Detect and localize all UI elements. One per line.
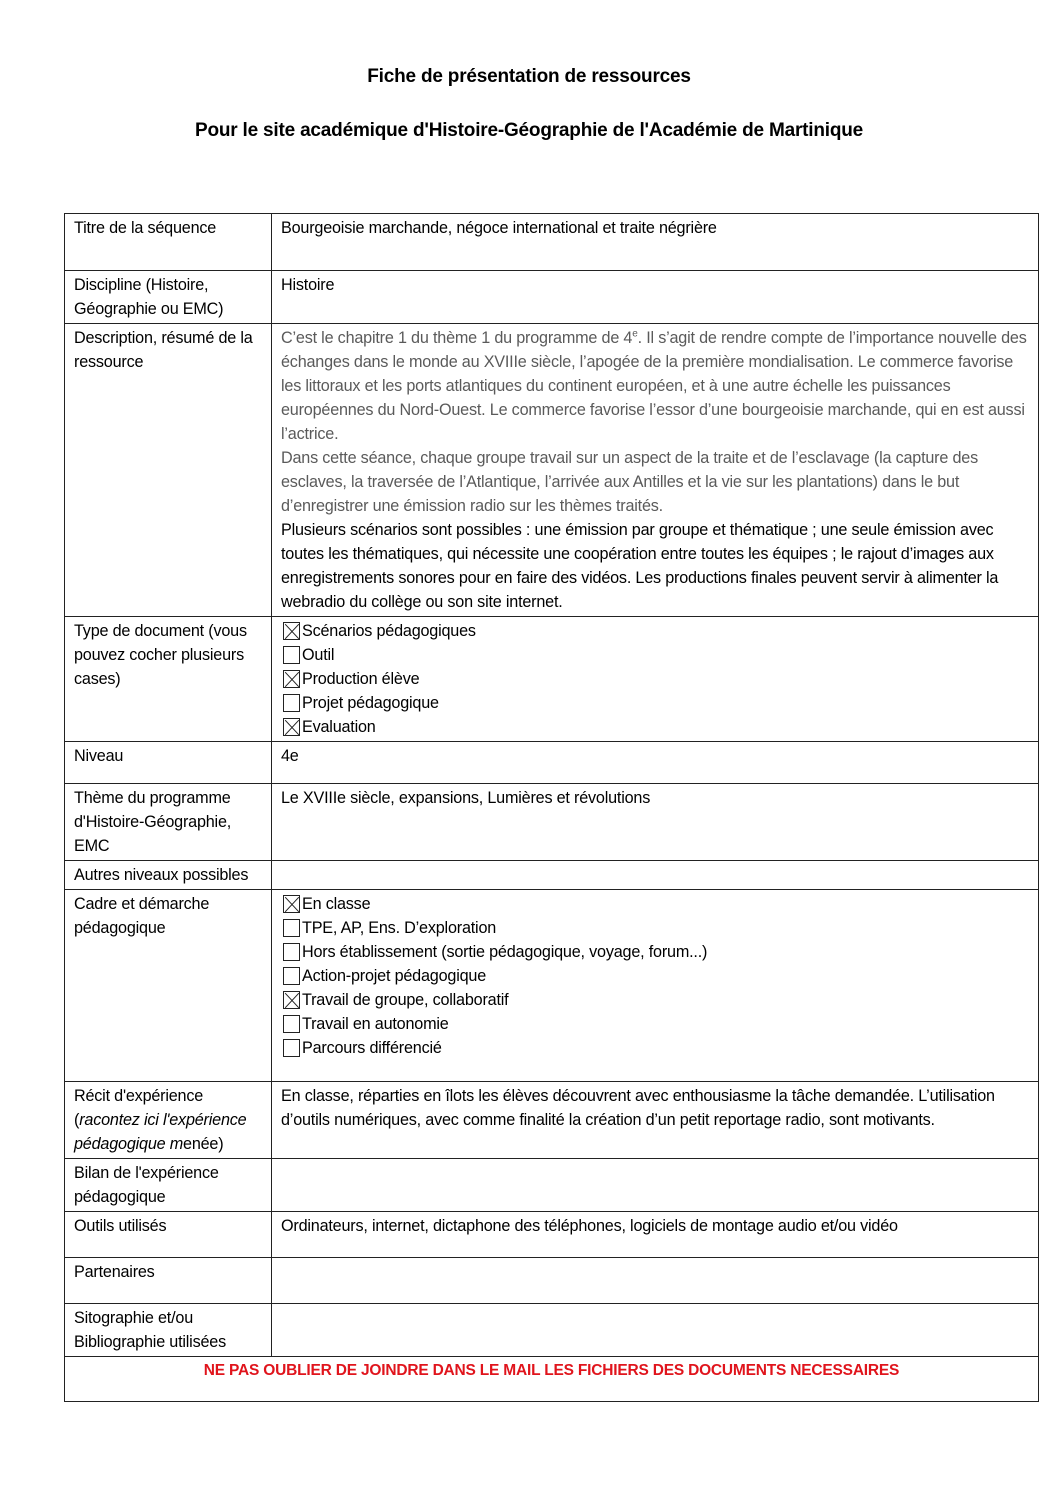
value-recit: En classe, réparties en îlots les élèves découvrent avec enthousiasme la tâche demandée. L’utilisation d’outils numériques, avec comme finalité la création d’un petit reportage radio, sont motivants. (272, 1082, 1039, 1159)
description-p1-sup: e (632, 328, 638, 340)
checkbox-label: Scénarios pédagogiques (302, 622, 476, 640)
checkbox-label: Evaluation (302, 718, 376, 736)
row-bilan (65, 1159, 1039, 1212)
row-footer-note (65, 1357, 1039, 1402)
cadre-checklist (272, 890, 1039, 1082)
label-discipline: Discipline (Histoire, Géographie ou EMC) (65, 271, 272, 324)
checkbox-item[interactable] (281, 988, 1029, 1012)
checkbox-checked-icon[interactable] (283, 895, 300, 913)
row-titre (65, 214, 1039, 271)
type-document-checklist (272, 617, 1039, 742)
label-outils: Outils utilisés (65, 1212, 272, 1258)
description-paragraph-2: Dans cette séance, chaque groupe travail sur un aspect de la traite et de l’esclavage (la capture des esclaves, la traversée de l’Atlantique, l’arrivée aux Antilles et la vie sur les plantations) dans le but d’enregistrer une émission radio sur les thèmes traités. (281, 449, 978, 515)
label-sitographie: Sitographie et/ou Bibliographie utilisées (65, 1304, 272, 1357)
label-theme: Thème du programme d'Histoire-Géographie, EMC (65, 784, 272, 861)
checkbox-checked-icon[interactable] (283, 670, 300, 688)
row-partenaires (65, 1258, 1039, 1304)
description-p1-end: . Il s’agit de rendre compte de l’importance nouvelle des échanges dans le monde au XVIIIe siècle, l’apogée de la première mondialisation. Le commerce favorise les littoraux et les ports atlantiques du continent européen, et à une autre échelle les puissances européennes du Nord-Ouest. Le commerce favorise l’essor d’une bourgeoisie marchande, qui en est aussi l’actrice. (281, 329, 1027, 443)
checkbox-label: TPE, AP, Ens. D’exploration (302, 919, 497, 937)
checkbox-empty-icon[interactable] (283, 1039, 300, 1057)
checkbox-item[interactable] (281, 892, 1029, 916)
footer-warning-note: NE PAS OUBLIER DE JOINDRE DANS LE MAIL LES FICHIERS DES DOCUMENTS NECESSAIRES (65, 1357, 1039, 1402)
checkbox-item[interactable] (281, 667, 1029, 691)
value-bilan (272, 1159, 1039, 1212)
checkbox-item[interactable] (281, 691, 1029, 715)
checkbox-label: Action-projet pédagogique (302, 967, 486, 985)
label-recit-main: Récit d'expérience ( (74, 1087, 204, 1129)
document-title: Fiche de présentation de ressources (367, 66, 691, 87)
description-p1-start: C’est le chapitre 1 du thème 1 du programme de 4 (281, 329, 633, 347)
row-type-document (65, 617, 1039, 742)
row-autres-niveaux (65, 861, 1039, 890)
row-niveau (65, 742, 1039, 784)
row-description (65, 324, 1039, 617)
value-discipline: Histoire (272, 271, 1039, 324)
checkbox-empty-icon[interactable] (283, 1015, 300, 1033)
checkbox-label: Projet pédagogique (302, 694, 439, 712)
checkbox-item[interactable] (281, 916, 1029, 940)
checkbox-item[interactable] (281, 643, 1029, 667)
value-titre: Bourgeoisie marchande, négoce international et traite négrière (272, 214, 1039, 271)
resource-form-table (64, 213, 1039, 1402)
checkbox-item[interactable] (281, 1036, 1029, 1060)
label-description: Description, résumé de la ressource (65, 324, 272, 617)
checkbox-label: En classe (302, 895, 371, 913)
value-theme: Le XVIIIe siècle, expansions, Lumières et révolutions (272, 784, 1039, 861)
label-bilan: Bilan de l'expérience pédagogique (65, 1159, 272, 1212)
value-niveau: 4e (272, 742, 1039, 784)
value-partenaires (272, 1258, 1039, 1304)
value-outils: Ordinateurs, internet, dictaphone des téléphones, logiciels de montage audio et/ou vidéo (272, 1212, 1039, 1258)
checkbox-empty-icon[interactable] (283, 646, 300, 664)
checkbox-empty-icon[interactable] (283, 694, 300, 712)
label-recit-italic: racontez ici l'expérience pédagogique m (74, 1111, 247, 1153)
checkbox-item[interactable] (281, 964, 1029, 988)
label-partenaires: Partenaires (65, 1258, 272, 1304)
label-niveau: Niveau (65, 742, 272, 784)
checkbox-checked-icon[interactable] (283, 718, 300, 736)
checkbox-item[interactable] (281, 619, 1029, 643)
row-discipline (65, 271, 1039, 324)
checkbox-checked-icon[interactable] (283, 991, 300, 1009)
checkbox-empty-icon[interactable] (283, 967, 300, 985)
checkbox-label: Production élève (302, 670, 420, 688)
checkbox-empty-icon[interactable] (283, 943, 300, 961)
checkbox-item[interactable] (281, 715, 1029, 739)
checkbox-label: Travail en autonomie (302, 1015, 449, 1033)
description-paragraph-3: Plusieurs scénarios sont possibles : une émission par groupe et thématique ; une seule émission avec toutes les thématiques, qui nécessite une coopération entre toutes les équipes ; le rajout d’images aux enregistrements sonores pour en faire des vidéos. Les productions finales peuvent servir à alimenter la webradio du collège ou son site internet. (281, 521, 999, 611)
checkbox-item[interactable] (281, 1012, 1029, 1036)
label-recit-end: enée) (183, 1135, 224, 1153)
checkbox-label: Outil (302, 646, 335, 664)
row-cadre (65, 890, 1039, 1082)
label-type-document: Type de document (vous pouvez cocher plusieurs cases) (65, 617, 272, 742)
checkbox-item[interactable] (281, 940, 1029, 964)
row-recit (65, 1082, 1039, 1159)
checkbox-label: Hors établissement (sortie pédagogique, voyage, forum...) (302, 943, 708, 961)
row-outils (65, 1212, 1039, 1258)
description-paragraph-1 (281, 326, 1029, 446)
document-subtitle: Pour le site académique d'Histoire-Géographie de l'Académie de Martinique (194, 120, 864, 141)
label-titre: Titre de la séquence (65, 214, 272, 271)
label-cadre: Cadre et démarche pédagogique (65, 890, 272, 1082)
label-autres-niveaux: Autres niveaux possibles (65, 861, 272, 890)
checkbox-label: Parcours différencié (302, 1039, 442, 1057)
checkbox-checked-icon[interactable] (283, 622, 300, 640)
label-recit (65, 1082, 272, 1159)
value-autres-niveaux (272, 861, 1039, 890)
value-sitographie (272, 1304, 1039, 1357)
checkbox-empty-icon[interactable] (283, 919, 300, 937)
row-sitographie (65, 1304, 1039, 1357)
value-description (272, 324, 1039, 617)
row-theme (65, 784, 1039, 861)
checkbox-label: Travail de groupe, collaboratif (302, 991, 509, 1009)
